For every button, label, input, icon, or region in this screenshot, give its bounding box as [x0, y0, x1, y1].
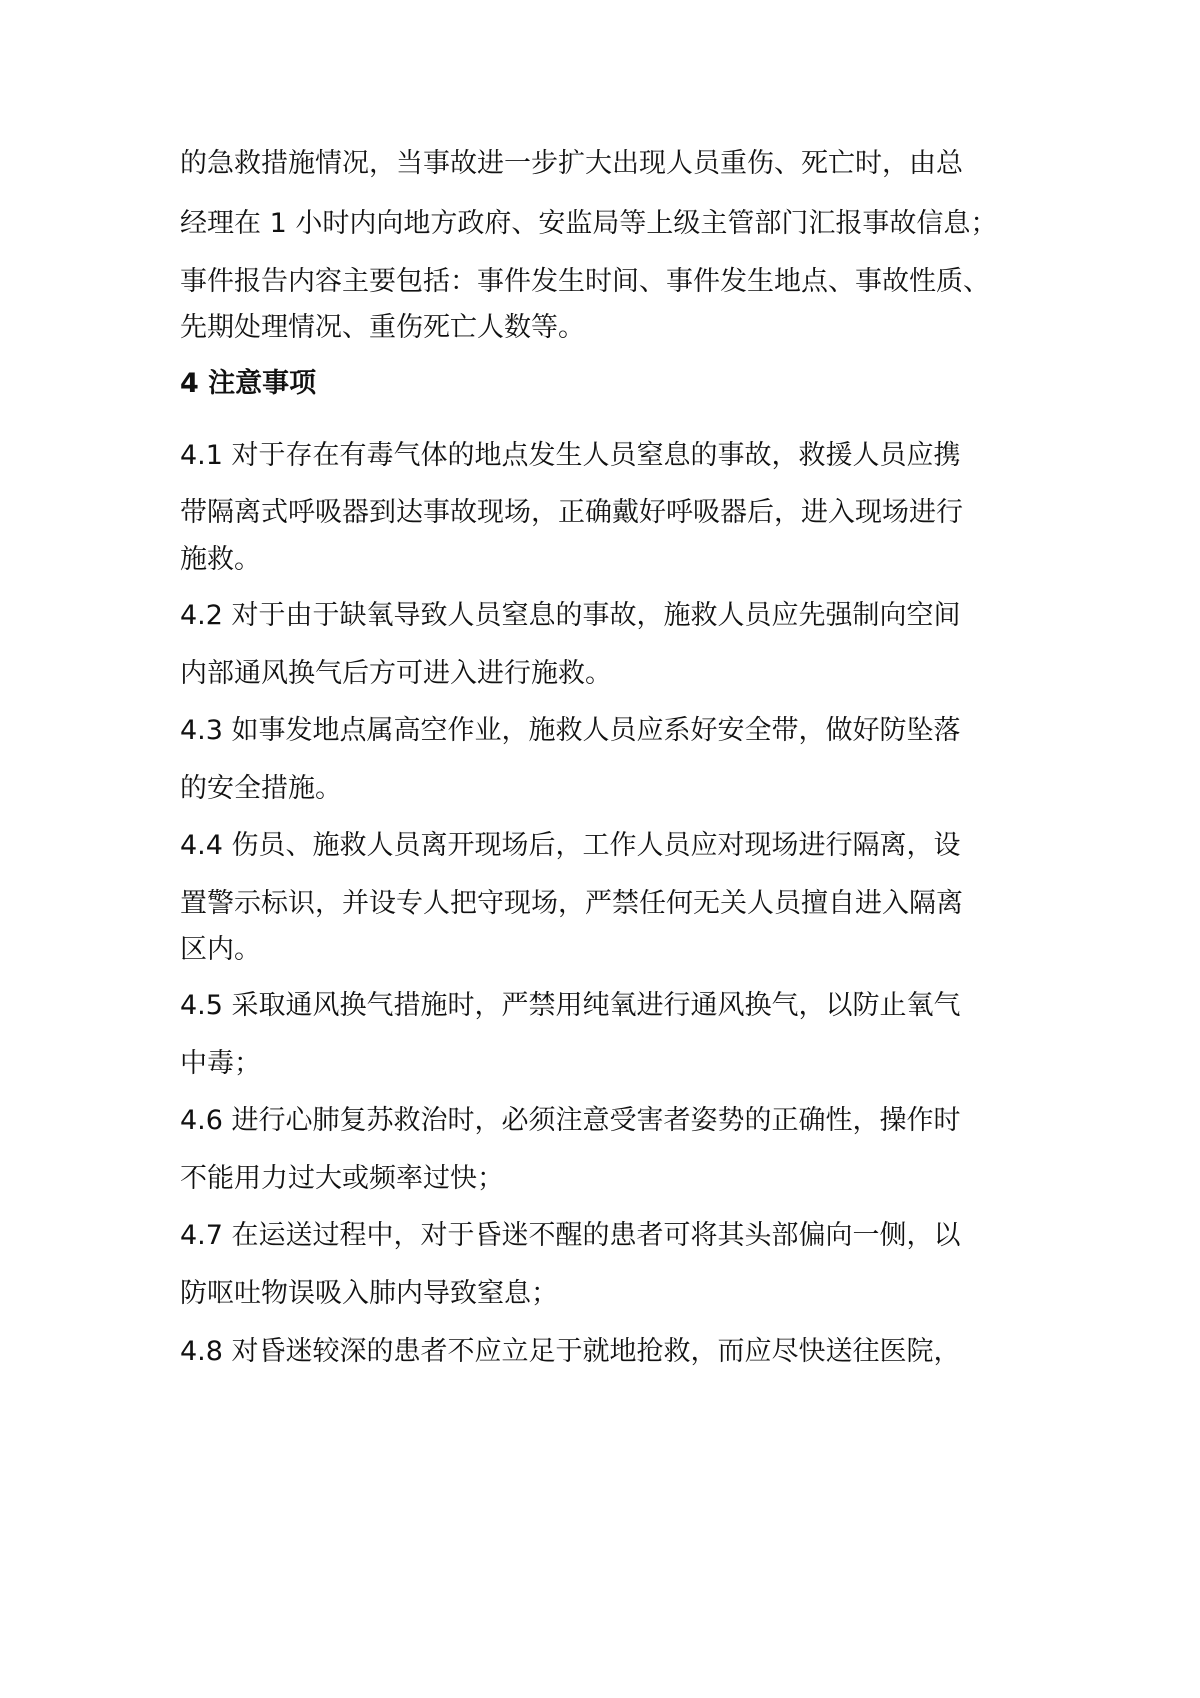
- body-text-line: 中毒；: [180, 1048, 261, 1079]
- body-text-line: 4.4 伤员、施救人员离开现场后，工作人员应对现场进行隔离，设: [180, 830, 961, 861]
- body-text-line: 4.3 如事发地点属高空作业，施救人员应系好安全带，做好防坠落: [180, 715, 961, 746]
- body-text-line: 4.8 对昏迷较深的患者不应立足于就地抢救，而应尽快送往医院，: [180, 1336, 961, 1367]
- body-text-line: 不能用力过大或频率过快；: [180, 1163, 504, 1194]
- body-text-line: 事件报告内容主要包括：事件发生时间、事件发生地点、事故性质、: [180, 266, 990, 297]
- body-text-line: 4.5 采取通风换气措施时，严禁用纯氧进行通风换气，以防止氧气: [180, 990, 961, 1021]
- body-text-line: 的安全措施。: [180, 773, 342, 804]
- body-text-line: 4.7 在运送过程中，对于昏迷不醒的患者可将其头部偏向一侧，以: [180, 1220, 961, 1251]
- body-text-line: 4.2 对于由于缺氧导致人员窒息的事故，施救人员应先强制向空间: [180, 600, 961, 631]
- body-text-line: 经理在 1 小时内向地方政府、安监局等上级主管部门汇报事故信息；: [180, 208, 998, 239]
- body-text-line: 4.6 进行心肺复苏救治时，必须注意受害者姿势的正确性，操作时: [180, 1105, 961, 1136]
- body-text-line: 的急救措施情况，当事故进一步扩大出现人员重伤、死亡时，由总: [180, 148, 963, 179]
- body-text-line: 先期处理情况、重伤死亡人数等。: [180, 312, 585, 343]
- body-text-line: 内部通风换气后方可进入进行施救。: [180, 658, 612, 689]
- section-heading: 4 注意事项: [180, 368, 317, 399]
- body-text-line: 施救。: [180, 544, 261, 575]
- body-text-line: 4.1 对于存在有毒气体的地点发生人员窒息的事故，救援人员应携: [180, 440, 961, 471]
- body-text-line: 区内。: [180, 934, 261, 965]
- body-text-line: 防呕吐物误吸入肺内导致窒息；: [180, 1278, 558, 1309]
- body-text-line: 带隔离式呼吸器到达事故现场，正确戴好呼吸器后，进入现场进行: [180, 497, 963, 528]
- body-text-line: 置警示标识，并设专人把守现场，严禁任何无关人员擅自进入隔离: [180, 888, 963, 919]
